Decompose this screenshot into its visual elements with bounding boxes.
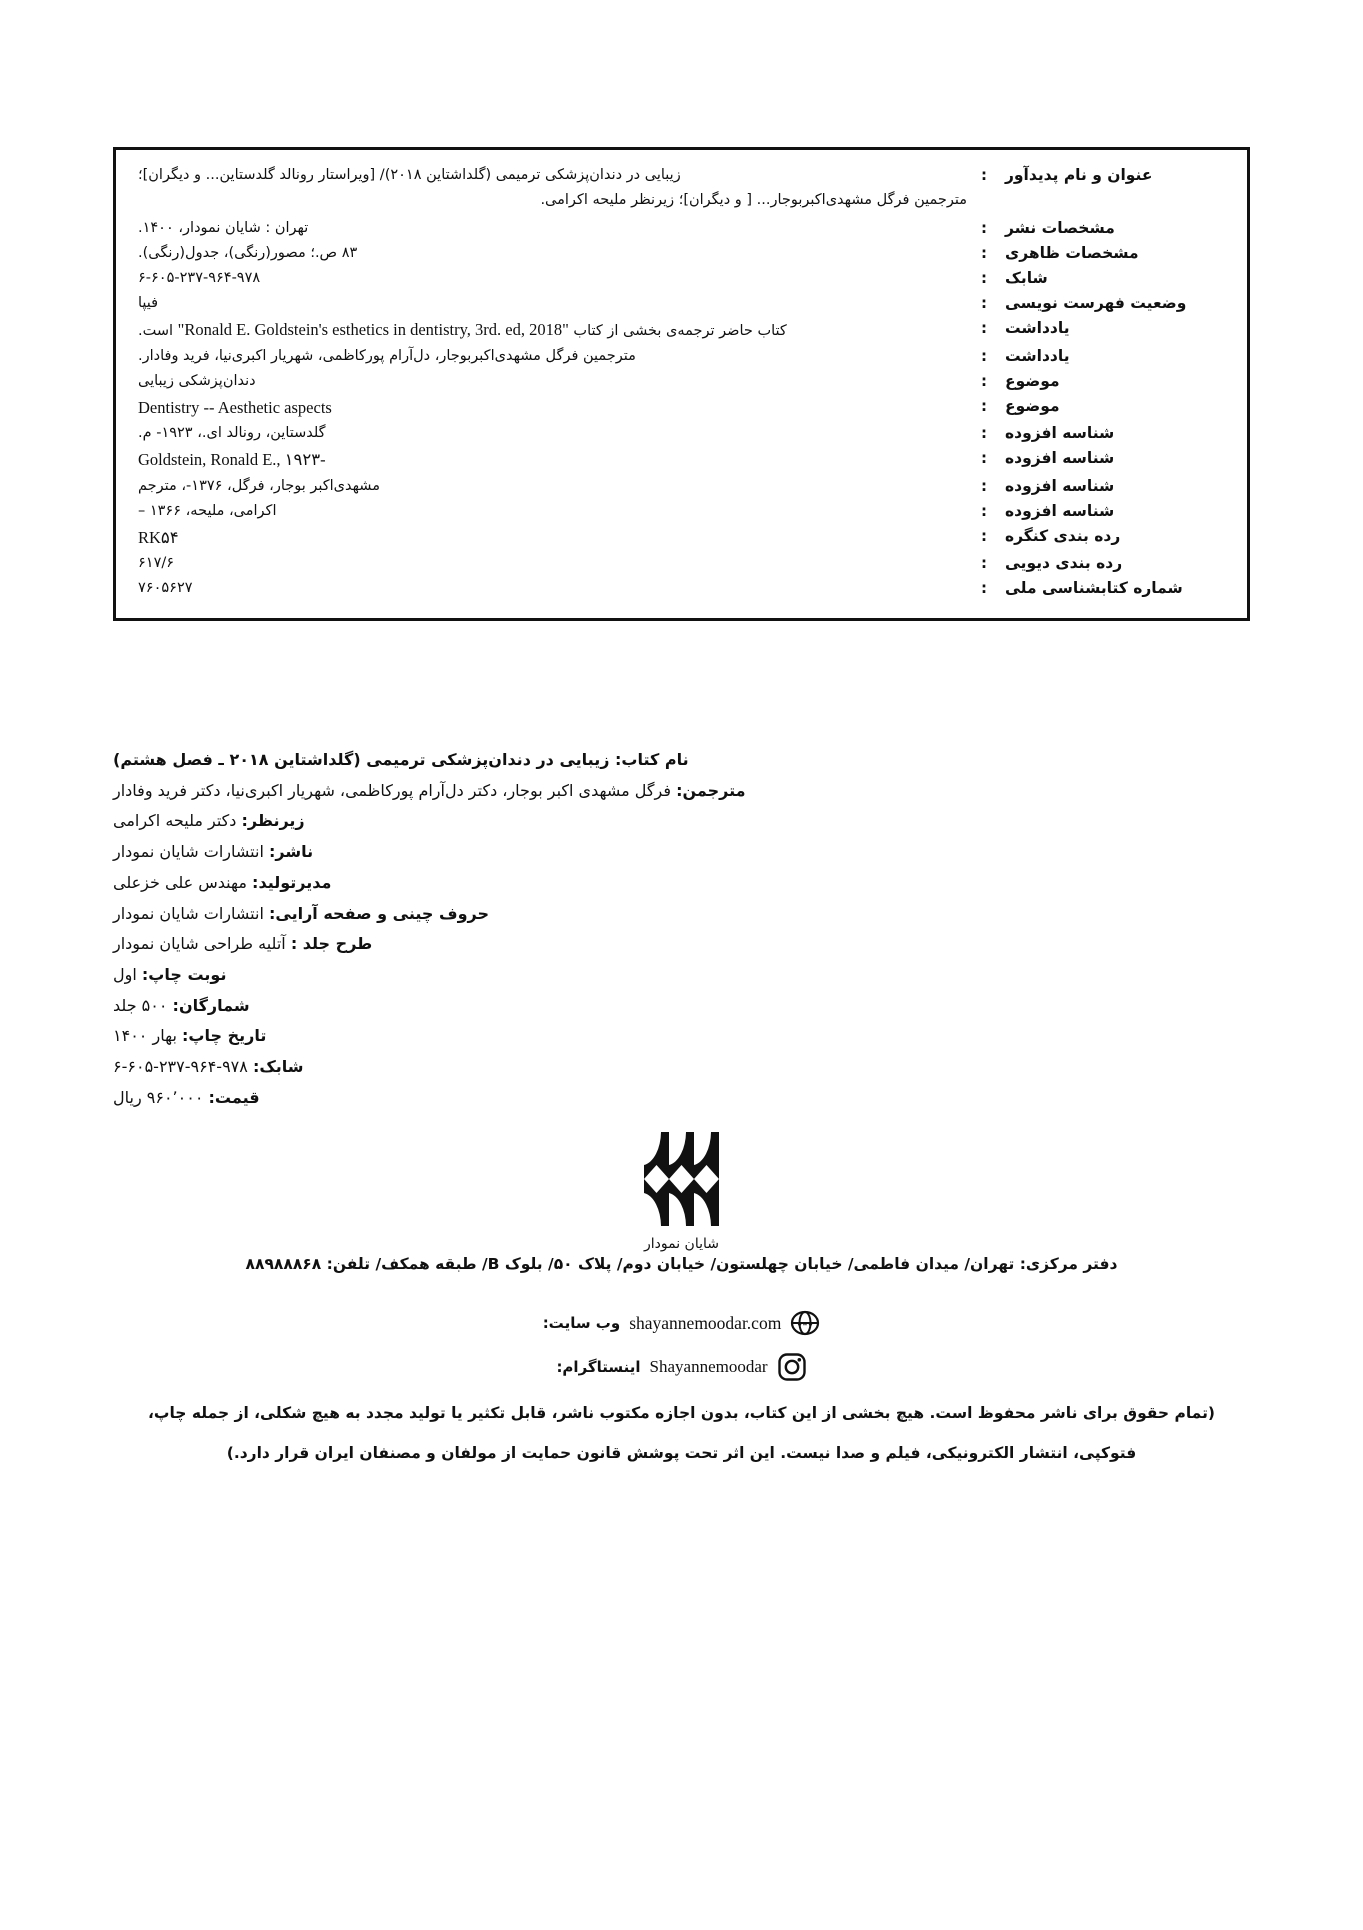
cip-label-physical: مشخصات ظاهری — [1005, 244, 1139, 263]
cip-value-title-author-line2: مترجمین فرگل مشهدی‌اکبربوجار... [ و دیگران]؛ زیرنظر ملیحه اکرامی. — [540, 191, 967, 208]
cip-colon: : — [981, 371, 987, 390]
cip-value-added-entry-2 — [134, 447, 967, 473]
cip-row — [134, 500, 1229, 523]
colophon-line-typesetting — [113, 899, 1250, 930]
cip-colon: : — [981, 501, 987, 520]
copyright-line-2: فتوکپی، انتشار الکترونیکی، فیلم و صدا نیست. این اثر تحت پوشش قانون حمایت از مولفان و مصنفان ایران قرار دارد.) — [226, 1444, 1137, 1463]
colophon-line-supervisor — [113, 806, 1250, 837]
cip-colon: : — [981, 219, 987, 238]
colophon-line-book-title — [113, 745, 1250, 776]
cip-label-added-entry-3: شناسه افزوده — [1005, 476, 1115, 495]
cip-row — [134, 370, 1229, 393]
colophon-value: دکتر ملیحه اکرامی — [113, 811, 237, 831]
cip-row — [134, 552, 1229, 575]
colophon-line-publisher — [113, 837, 1250, 868]
colophon-value: ۵۰۰ جلد — [113, 995, 168, 1015]
cip-value-added-entry-4: اکرامی، ملیحه، ۱۳۶۶ – — [138, 502, 277, 519]
cip-colon: : — [981, 554, 987, 573]
cip-value-cataloging-status: فیپا — [138, 295, 159, 312]
note-source-title: "Ronald E. Goldstein's esthetics in dentistry, 3rd. ed, 2018" — [177, 320, 569, 340]
colophon-value: بهار ۱۴۰۰ — [113, 1026, 177, 1046]
cip-value-added-entry-1: گلدستاین، رونالد ای.، ۱۹۲۳- م. — [138, 425, 326, 442]
instagram-label: اینستاگرام: — [556, 1358, 641, 1376]
cip-colon: : — [981, 526, 987, 545]
colophon-line-price — [113, 1083, 1250, 1114]
cip-row — [134, 475, 1229, 498]
cip-row — [134, 577, 1229, 600]
cip-row — [134, 525, 1229, 551]
colophon-value: انتشارات شایان نمودار — [113, 842, 264, 862]
colophon-line-cover-design — [113, 929, 1250, 960]
publisher-logo-block — [0, 1131, 1363, 1255]
www-globe-icon — [790, 1308, 820, 1338]
colophon-key: زیرنظر: — [241, 811, 305, 831]
cip-colon: : — [981, 476, 987, 495]
colophon-value: زیبایی در دندان‌پزشکی ترمیمی (گلداشتاین ۲۰۱۸ ـ فصل هشتم) — [113, 750, 610, 769]
cip-label-added-entry-1: شناسه افزوده — [1005, 424, 1115, 443]
colophon-key: ناشر: — [269, 842, 314, 862]
note-pre: کتاب حاضر ترجمه‌ی بخشی از کتاب — [573, 323, 787, 340]
colophon-key: نوبت چاپ: — [141, 965, 227, 985]
cip-label-note-1: یادداشت — [1005, 319, 1070, 338]
cip-colon: : — [981, 346, 987, 365]
cip-label-title-author: عنوان و نام پدیدآور — [1005, 166, 1153, 184]
cip-value-isbn: ۶-۶۰۵-۲۳۷-۹۶۴-۹۷۸ — [138, 270, 261, 287]
website-url[interactable]: shayannemoodar.com — [629, 1312, 782, 1333]
publisher-logo-caption: شایان نمودار — [644, 1236, 719, 1252]
cip-row — [134, 164, 1229, 187]
cip-colon: : — [981, 166, 987, 184]
subject-en-text: Dentistry -- Aesthetic aspects — [138, 397, 332, 417]
colophon-value: ۹۷۸-۹۶۴-۲۳۷-۶۰۵-۶ — [113, 1057, 248, 1077]
cip-row — [134, 242, 1229, 265]
cip-label-added-entry-2: شناسه افزوده — [1005, 449, 1115, 468]
cip-label-note-2: یادداشت — [1005, 346, 1070, 365]
cip-label-national-bib-number: شماره کتابشناسی ملی — [1005, 579, 1183, 598]
colophon-line-print-date — [113, 1021, 1250, 1052]
colophon-key: نام کتاب: — [615, 750, 689, 769]
colophon-block — [113, 745, 1250, 1114]
colophon-value: آتلیه طراحی شایان نمودار — [113, 934, 286, 954]
cip-row — [134, 345, 1229, 368]
colophon-value: انتشارات شایان نمودار — [113, 903, 264, 923]
colophon-key: مترجمن: — [676, 780, 746, 800]
cip-label-lc-classification: رده بندی کنگره — [1005, 526, 1121, 545]
colophon-key: قیمت: — [208, 1087, 260, 1107]
lc-class-text: RK۵۴ — [138, 527, 179, 547]
colophon-line-print-run — [113, 991, 1250, 1022]
note-post: است. — [138, 323, 174, 340]
cip-value-lc-classification — [134, 525, 967, 551]
colophon-key: مدیرتولید: — [252, 872, 332, 892]
cip-value-publication: تهران : شایان نمودار، ۱۴۰۰. — [138, 220, 309, 237]
colophon-value: اول — [113, 965, 137, 985]
colophon-key: شابک: — [252, 1057, 304, 1077]
instagram-icon — [777, 1352, 807, 1382]
cip-value-added-entry-3: مشهدی‌اکبر بوجار، فرگل، ۱۳۷۶-، مترجم — [138, 477, 381, 494]
cip-colon: : — [981, 424, 987, 443]
colophon-line-translators — [113, 776, 1250, 807]
cip-value-physical: ۸۳ ص.؛ مصور(رنگی)، جدول(رنگی). — [138, 245, 358, 262]
cip-colon: : — [981, 269, 987, 288]
cip-row — [134, 317, 1229, 343]
cip-colon: : — [981, 396, 987, 415]
cip-label-dewey: رده بندی دیویی — [1005, 554, 1123, 573]
instagram-handle[interactable]: Shayannemoodar — [649, 1357, 768, 1376]
colophon-line-isbn — [113, 1052, 1250, 1083]
cip-label-subject-fa: موضوع — [1005, 371, 1060, 390]
cip-row — [134, 217, 1229, 240]
cip-colon: : — [981, 294, 987, 313]
shayan-nemoodar-logo-icon — [643, 1131, 721, 1227]
website-label: وب سایت: — [542, 1314, 621, 1332]
copyright-notice — [113, 1400, 1250, 1481]
cip-label-subject-en: موضوع — [1005, 396, 1060, 415]
cip-label-isbn: شابک — [1005, 269, 1048, 288]
colophon-value: ۹۶۰٬۰۰۰ ریال — [113, 1087, 204, 1107]
cip-colon: : — [981, 319, 987, 338]
colophon-value: مهندس علی خزعلی — [113, 872, 247, 892]
cip-label-added-entry-4: شناسه افزوده — [1005, 501, 1115, 520]
cip-value-national-bib-number: ۷۶۰۵۶۲۷ — [138, 580, 193, 597]
cip-value-note-1 — [134, 317, 967, 343]
cip-spacer — [967, 189, 1229, 217]
cip-row — [134, 447, 1229, 473]
colophon-key: طرح جلد : — [290, 934, 373, 954]
cip-value-subject-fa: دندان‌پزشکی زیبایی — [138, 372, 256, 389]
cip-value-subject-en — [134, 395, 967, 421]
copyright-line-1: (تمام حقوق برای ناشر محفوظ است. هیچ بخشی از این کتاب، بدون اجازه مکتوب ناشر، قابل تکثیر یا تولید مجدد به هیچ شکلی، از جمله چاپ، — [148, 1404, 1215, 1422]
cip-colon: : — [981, 449, 987, 468]
cip-label-publication: مشخصات نشر — [1005, 219, 1115, 238]
cip-value-title-author: زیبایی در دندان‌پزشکی ترمیمی (گلداشتاین ۲۰۱۸)/ [ویراستار رونالد گلدستاین... و دیگران]؛ — [138, 167, 681, 183]
colophon-line-edition — [113, 960, 1250, 991]
cip-value-dewey: ۶۱۷/۶ — [138, 555, 175, 572]
colophon-line-production-manager — [113, 868, 1250, 899]
cip-row — [134, 395, 1229, 421]
cip-label-cataloging-status: وضعیت فهرست نویسی — [1005, 294, 1187, 313]
cip-colon: : — [981, 244, 987, 263]
cip-row — [134, 422, 1229, 445]
cip-row — [134, 292, 1229, 315]
colophon-key: تاریخ چاپ: — [181, 1026, 267, 1046]
colophon-value: فرگل مشهدی اکبر بوجار، دکتر دل‌آرام پورکاظمی، شهریار اکبری‌نیا، دکتر فرید وفادار — [113, 780, 671, 800]
website-row[interactable] — [0, 1308, 1363, 1338]
added-entry-en-text: Goldstein, Ronald E., ۱۹۲۳- — [138, 450, 326, 470]
cip-colon: : — [981, 579, 987, 598]
instagram-row[interactable] — [0, 1352, 1363, 1382]
colophon-key: شمارگان: — [172, 995, 250, 1015]
svg-text:www: www — [797, 1318, 814, 1328]
cip-continuation-row — [134, 189, 1229, 217]
cip-cataloging-box — [113, 147, 1250, 621]
colophon-key: حروف چینی و صفحه آرایی: — [269, 903, 490, 923]
head-office-address: دفتر مرکزی: تهران/ میدان فاطمی/ خیابان چهلستون/ خیابان دوم/ پلاک ۵۰/ بلوک B/ طبقه همکف/ تلفن: ۸۸۹۸۸۸۶۸ — [245, 1255, 1118, 1273]
cip-value-note-2: مترجمین فرگل مشهدی‌اکبربوجار، دل‌آرام پورکاظمی، شهریار اکبری‌نیا، فرید وفادار. — [138, 347, 636, 364]
cip-row — [134, 267, 1229, 290]
